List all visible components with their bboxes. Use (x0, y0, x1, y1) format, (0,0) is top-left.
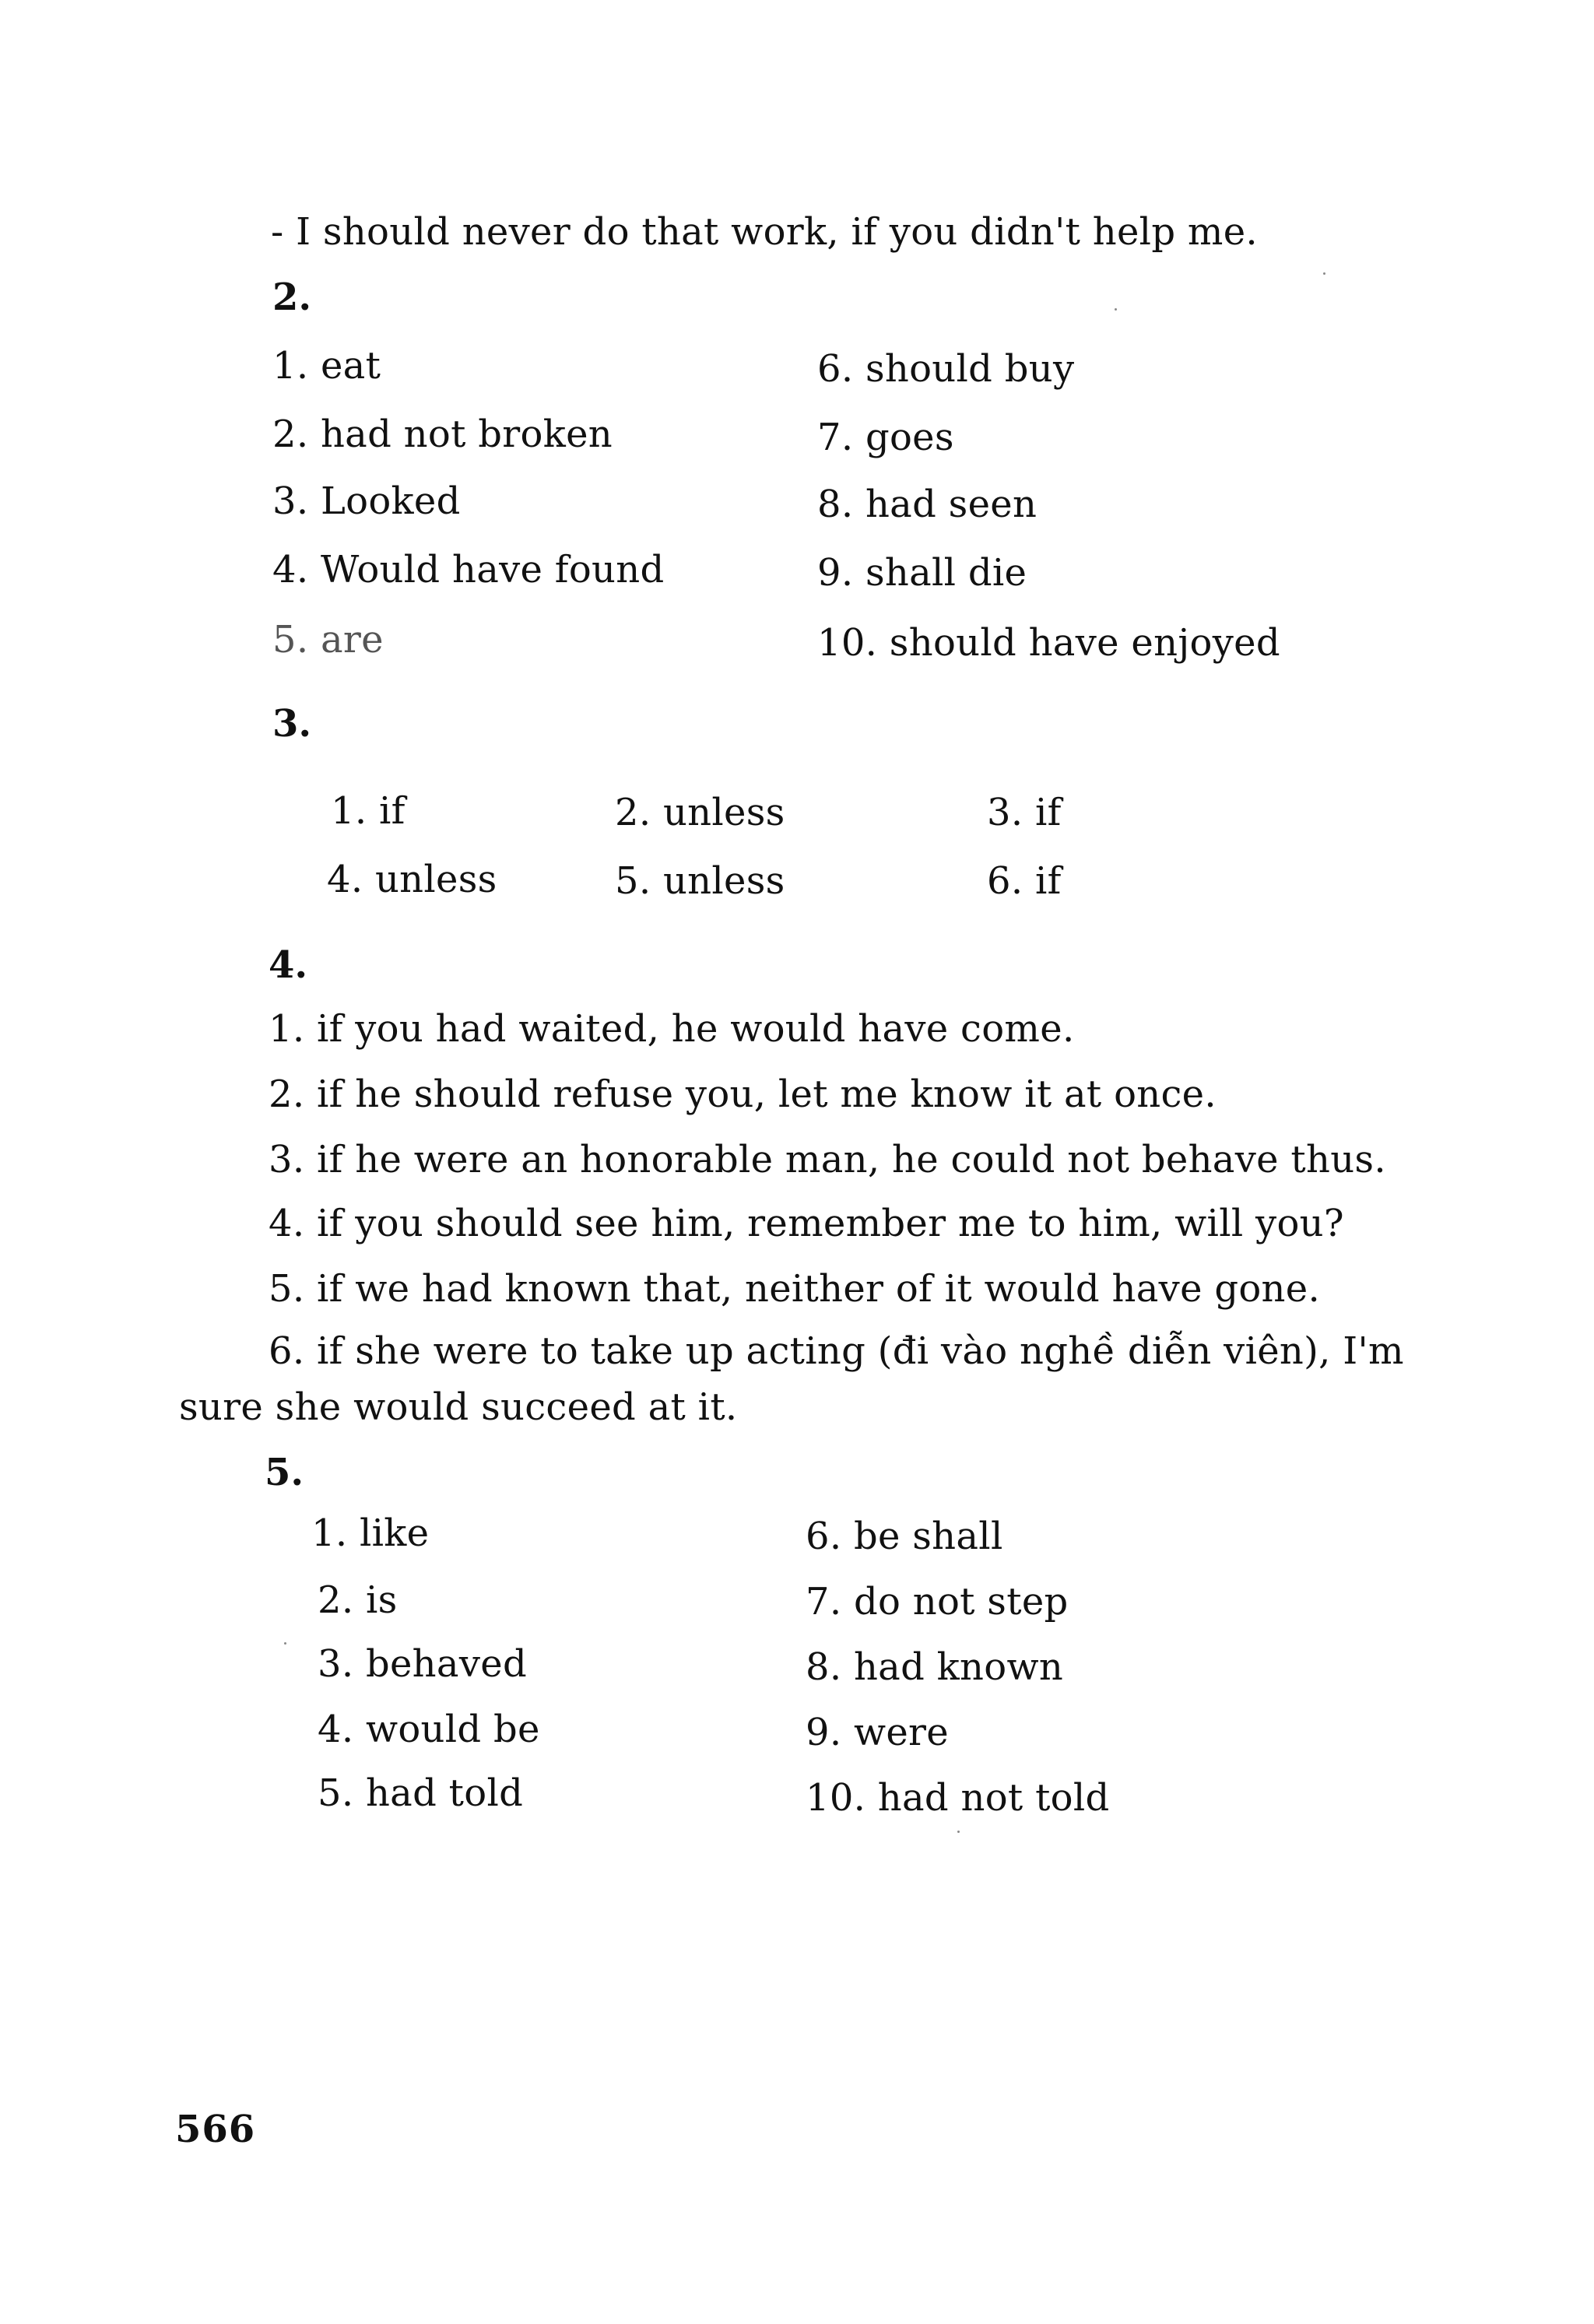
section-3-item: 3. if (987, 791, 1062, 834)
section-3-heading: 3. (272, 702, 312, 746)
section-2-item: 2. had not broken (272, 412, 613, 456)
section-4-line: 5. if we had known that, neither of it would have gone. (269, 1267, 1321, 1311)
section-2-item: 3. Looked (272, 479, 461, 523)
section-2-item: 7. goes (817, 416, 954, 459)
section-2-item: 8. had seen (817, 483, 1038, 526)
section-4-line: 4. if you should see him, remember me to him, will you? (269, 1202, 1344, 1245)
section-5-item: 9. were (806, 1711, 949, 1754)
section-3-item: 4. unless (327, 858, 497, 901)
section-2-item: 1. eat (272, 344, 381, 388)
section-3-item: 2. unless (615, 791, 785, 834)
scan-speck (957, 1831, 960, 1833)
section-2-item: 5. are (272, 618, 384, 662)
scan-speck (1115, 308, 1117, 311)
section-2-item: 9. shall die (817, 551, 1027, 595)
section-5-item: 3. behaved (318, 1642, 527, 1686)
section-5-item: 8. had known (806, 1645, 1064, 1689)
intro-line: - I should never do that work, if you didn't help me. (271, 210, 1258, 254)
section-4-line: 6. if she were to take up acting (đi vào nghề diễn viên), I'm (269, 1329, 1404, 1373)
section-4-line: 3. if he were an honorable man, he could not behave thus. (269, 1138, 1386, 1181)
section-5-item: 1. like (311, 1511, 430, 1555)
section-5-item: 10. had not told (806, 1776, 1110, 1820)
section-2-item: 6. should buy (817, 347, 1075, 391)
section-2-heading: 2. (272, 276, 312, 319)
section-3-item: 6. if (987, 859, 1062, 903)
section-5-item: 7. do not step (806, 1580, 1069, 1624)
section-4-line-continued: sure she would succeed at it. (179, 1385, 738, 1429)
section-4-heading: 4. (269, 943, 308, 987)
section-5-heading: 5. (265, 1451, 304, 1494)
section-5-item: 6. be shall (806, 1515, 1003, 1558)
section-5-item: 4. would be (318, 1708, 540, 1751)
section-2-item: 10. should have enjoyed (817, 621, 1280, 665)
section-4-line: 2. if he should refuse you, let me know it at once. (269, 1072, 1217, 1116)
section-3-item: 1. if (331, 789, 406, 833)
scan-speck (1323, 272, 1325, 275)
section-5-item: 2. is (318, 1578, 398, 1622)
page-number: 566 (175, 2108, 256, 2151)
scan-speck (284, 1642, 286, 1645)
section-3-item: 5. unless (615, 859, 785, 903)
section-5-item: 5. had told (318, 1771, 524, 1815)
section-2-item: 4. Would have found (272, 548, 665, 592)
section-4-line: 1. if you had waited, he would have come. (269, 1007, 1075, 1051)
